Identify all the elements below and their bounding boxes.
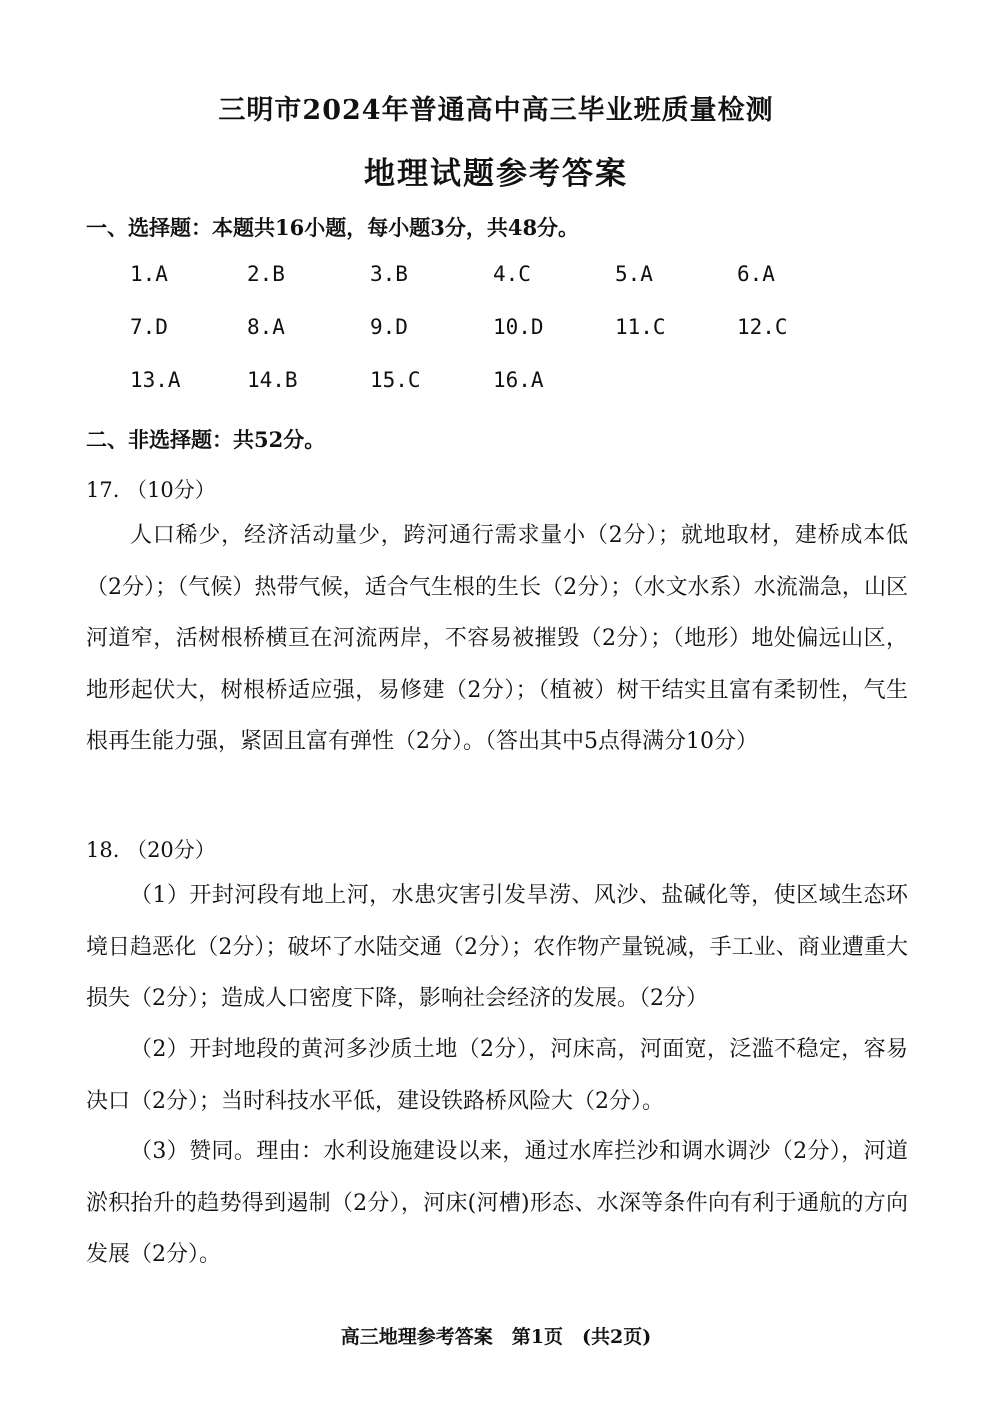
answer-item: 13.A [130, 368, 181, 392]
answer-item: 8.A [247, 315, 285, 339]
answer-row [130, 262, 830, 315]
answer-item: 5.A [615, 262, 653, 286]
answer-item: 3.B [370, 262, 408, 286]
exam-title: 三明市2024年普通高中高三毕业班质量检测 [218, 95, 774, 126]
document-subtitle: 地理试题参考答案 [364, 156, 628, 192]
answer-row [130, 368, 830, 421]
question-17-answer: 人口稀少，经济活动量少，跨河通行需求量小（2分）；就地取材，建桥成本低（2分）；（气候）热带气候，适合气生根的生长（2分）；（水文水系）水流湍急，山区河道窄，活树根桥横亘在河流两岸，不容易被摧毁（2分）；（地形）地处偏远山区，地形起伏大，树根桥适应强，易修建（2分）；（植被）树干结实且富有柔韧性，气生根再生能力强，紧固且富有弹性（2分）。（答出其中5点得满分10分） [86, 523, 908, 754]
question-18-part-2: （2）开封地段的黄河多沙质土地（2分），河床高，河面宽，泛滥不稳定，容易决口（2分）；当时科技水平低，建设铁路桥风险大（2分）。 [86, 1037, 908, 1114]
question-17-label: 17. （10分） [86, 478, 216, 502]
answer-row [130, 315, 830, 368]
answer-item: 15.C [370, 368, 421, 392]
answer-item: 6.A [737, 262, 775, 286]
answer-item: 10.D [493, 315, 544, 339]
page-footer: 高三地理参考答案 第1页 (共2页) [340, 1326, 652, 1348]
question-18-part-3: （3）赞同。理由：水利设施建设以来，通过水库拦沙和调水调沙（2分），河道淤积抬升的趋势得到遏制（2分），河床(河槽)形态、水深等条件向有利于通航的方向发展（2分）。 [86, 1139, 908, 1267]
answer-item: 1.A [130, 262, 168, 286]
choice-answers-grid [130, 262, 830, 421]
question-18-part-1: （1）开封河段有地上河，水患灾害引发旱涝、风沙、盐碱化等，使区域生态环境日趋恶化（2分）；破坏了水陆交通（2分）；农作物产量锐减，手工业、商业遭重大损失（2分）；造成人口密度下降，影响社会经济的发展。（2分） [86, 883, 908, 1011]
answer-item: 12.C [737, 315, 788, 339]
answer-item: 9.D [370, 315, 408, 339]
section1-heading: 一、选择题：本题共16小题，每小题3分，共48分。 [86, 215, 580, 240]
answer-item: 14.B [247, 368, 298, 392]
answer-item: 7.D [130, 315, 168, 339]
question-18-label: 18. （20分） [86, 838, 216, 862]
answer-item: 11.C [615, 315, 666, 339]
section2-heading: 二、非选择题：共52分。 [86, 427, 326, 452]
answer-item: 2.B [247, 262, 285, 286]
answer-item: 4.C [493, 262, 531, 286]
answer-item: 16.A [493, 368, 544, 392]
